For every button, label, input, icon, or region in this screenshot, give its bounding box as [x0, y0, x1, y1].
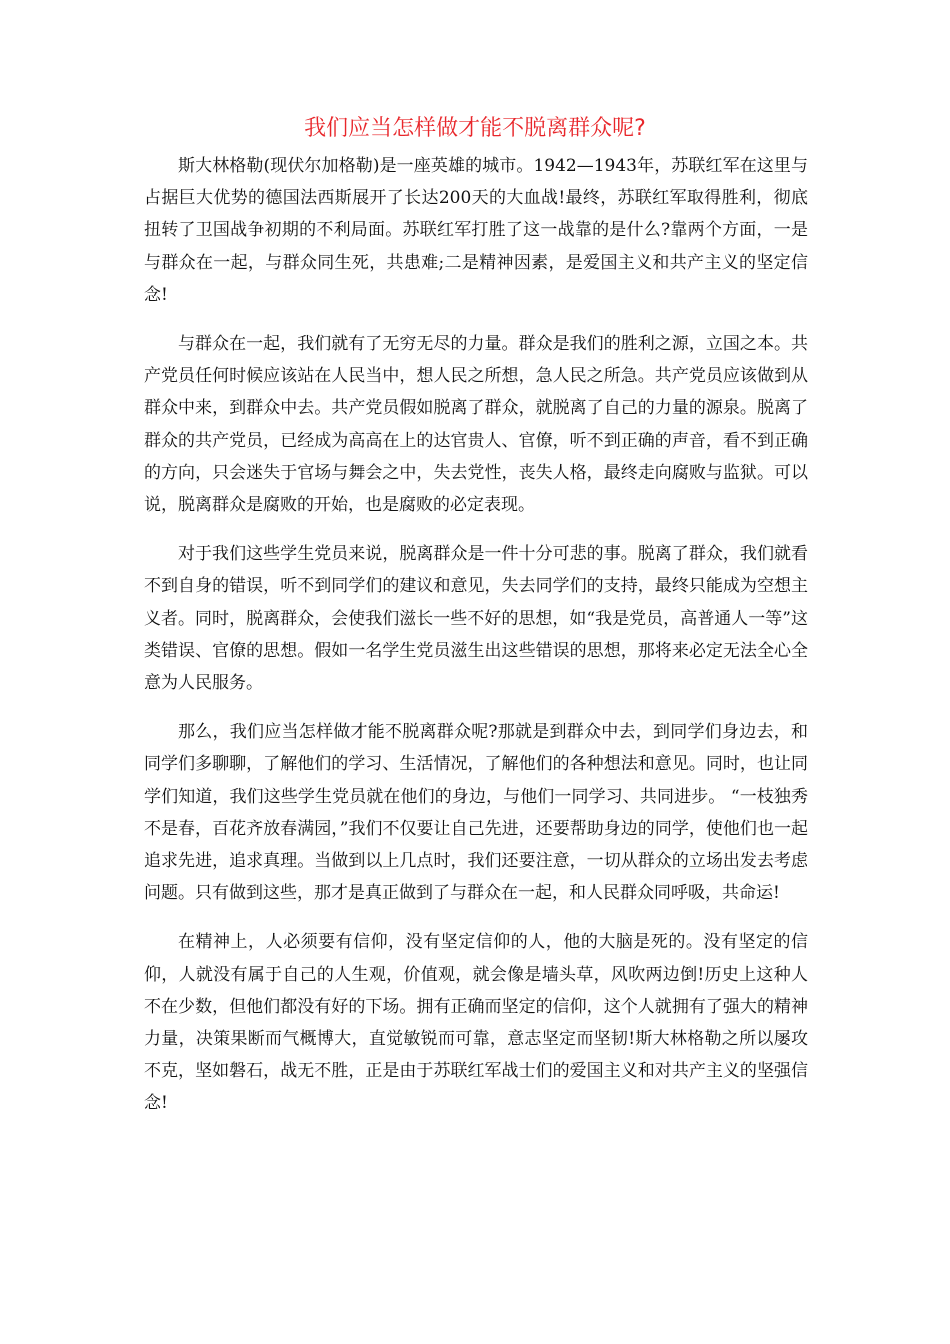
document-title: 我们应当怎样做才能不脱离群众呢? — [304, 116, 646, 141]
paragraph-3: 对于我们这些学生党员来说，脱离群众是一件十分可悲的事。脱离了群众，我们就看不到自身的错误，听不到同学们的建议和意见，失去同学们的支持，最终只能成为空想主义者。同时，脱离群众，会使我们滋长一些不好的思想，如“我是党员，高普通人一等”这类错误、官僚的思想。假如一名学生党员滋生出这些错误的思想，那将来必定无法全心全意为人民服务。 — [144, 544, 808, 694]
paragraph-4: 那么，我们应当怎样做才能不脱离群众呢?那就是到群众中去，到同学们身边去，和同学们多聊聊，了解他们的学习、生活情况，了解他们的各种想法和意见。同时，也让同学们知道，我们这些学生党员就在他们的身边，与他们一同学习、共同进步。 “一枝独秀不是春，百花齐放春满园，”我们不仅要让自己先进，还要帮助身边的同学，使他们也一起追求先进，追求真理。当做到以上几点时，我们还要注意，一切从群众的立场出发去考虑问题。只有做到这些，那才是真正做到了与群众在一起，和人民群众同呼吸，共命运! — [144, 722, 808, 904]
paragraph-2: 与群众在一起，我们就有了无穷无尽的力量。群众是我们的胜利之源，立国之本。共产党员任何时候应该站在人民当中，想人民之所想，急人民之所急。共产党员应该做到从群众中来，到群众中去。共产党员假如脱离了群众，就脱离了自己的力量的源泉。脱离了群众的共产党员，已经成为高高在上的达官贵人、官僚，听不到正确的声音，看不到正确的方向，只会迷失于官场与舞会之中，失去党性，丧失人格，最终走向腐败与监狱。可以说，脱离群众是腐败的开始，也是腐败的必定表现。 — [144, 334, 808, 516]
document-body — [144, 150, 808, 1137]
paragraph-1: 斯大林格勒(现伏尔加格勒)是一座英雄的城市。1942—1943年，苏联红军在这里与占据巨大优势的德国法西斯展开了长达200天的大血战!最终，苏联红军取得胜利，彻底扭转了卫国战争初期的不利局面。苏联红军打胜了这一战靠的是什么?靠两个方面，一是与群众在一起，与群众同生死，共患难;二是精神因素，是爱国主义和共产主义的坚定信念! — [144, 156, 808, 305]
paragraph-5: 在精神上，人必须要有信仰，没有坚定信仰的人，他的大脑是死的。没有坚定的信仰，人就没有属于自己的人生观，价值观，就会像是墙头草，风吹两边倒!历史上这种人不在少数，但他们都没有好的下场。拥有正确而坚定的信仰，这个人就拥有了强大的精神力量，决策果断而气概博大，直觉敏锐而可靠，意志坚定而坚韧!斯大林格勒之所以屡攻不克，坚如磐石，战无不胜，正是由于苏联红军战士们的爱国主义和对共产主义的坚强信念! — [144, 932, 808, 1114]
